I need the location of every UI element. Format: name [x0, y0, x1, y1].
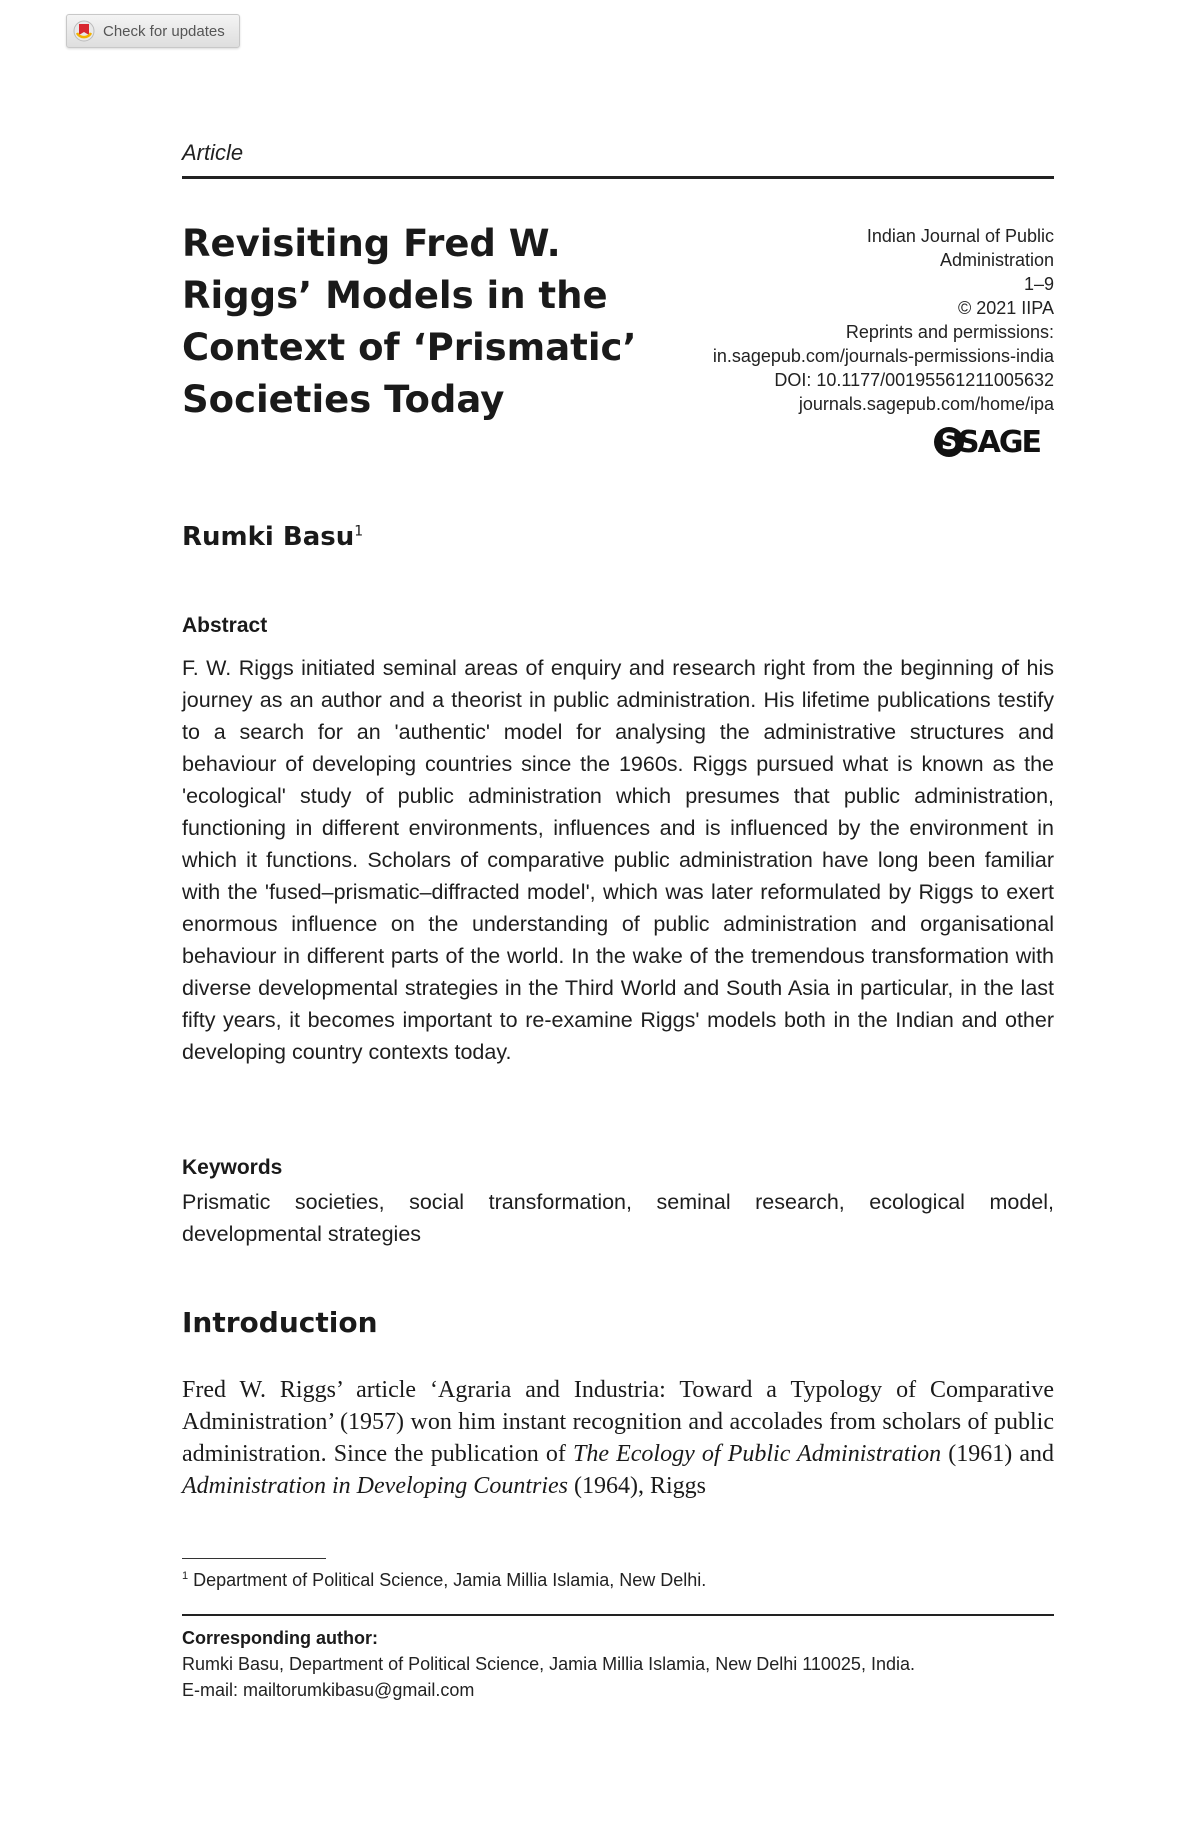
keywords-heading: Keywords: [182, 1156, 283, 1179]
abstract-text: F. W. Riggs initiated seminal areas of enquiry and research right from the beginning of his journey as an author and a theorist in public administration. His lifetime publications testify to a search for an 'authentic' model for analysing the administrative structures and behaviour of developing countries since the 1960s. Riggs pursued what is known as the 'ecological' study of public administration which presumes that public administration, functioning in different environments, influences and is influenced by the environment in which it functions. Scholars of comparative public administration have long been familiar with the 'fused–prismatic–diffracted model', which was later reformulated by Riggs to exert enormous influence on the understanding of public administration and organisational behaviour in different parts of the world. In the wake of the tremendous transformation with diverse developmental strategies in the Third World and South Asia in particular, in the last fifty years, it becomes important to re-examine Riggs' models both in the Indian and other developing country contexts today.: [182, 656, 1054, 1064]
copyright: © 2021 IIPA: [958, 298, 1054, 318]
footnote: [182, 1570, 706, 1591]
intro-book-title-1: The Ecology of Public Administration: [572, 1441, 942, 1467]
sage-logo-mark: S: [934, 427, 964, 457]
corresponding-address: Rumki Basu, Department of Political Science, Jamia Millia Islamia, New Delhi 110025, India.: [182, 1654, 915, 1674]
footnote-rule: [182, 1558, 326, 1559]
author-name: [182, 522, 363, 552]
header-rule: [182, 176, 1054, 179]
corresponding-rule: [182, 1614, 1054, 1616]
article-type-label: Article: [182, 140, 244, 165]
journal-name-line1: Indian Journal of Public: [866, 226, 1054, 246]
author-name-text: Rumki Basu: [182, 522, 355, 552]
corresponding-heading: Corresponding author:: [182, 1628, 378, 1648]
introduction-text: [182, 1374, 1054, 1502]
sage-logo-text: SAGE: [958, 424, 1040, 460]
crossmark-icon: [73, 20, 95, 42]
permissions-link[interactable]: in.sagepub.com/journals-permissions-india: [712, 346, 1054, 366]
corresponding-email[interactable]: E-mail: mailtorumkibasu@gmail.com: [182, 1680, 475, 1700]
abstract-heading: Abstract: [182, 614, 268, 637]
page-range: 1–9: [1023, 274, 1054, 294]
doi[interactable]: DOI: 10.1177/00195561211005632: [774, 370, 1054, 390]
footnote-mark: 1: [182, 1570, 189, 1582]
footnote-text: Department of Political Science, Jamia Millia Islamia, New Delhi.: [188, 1570, 707, 1590]
journal-name-line2: Administration: [939, 250, 1054, 270]
article-title: Revisiting Fred W. Riggs’ Models in the Context of ‘Prismatic’ Societies Today: [182, 222, 637, 421]
intro-text-part1: Fred W. Riggs’ article ‘Agraria and Industria: Toward a Typology of Comparative Administration’ (1957) won him instant recognition and accolades from scholars of public administration. Since the publication of: [182, 1377, 1054, 1467]
journal-meta: [630, 224, 1054, 416]
check-for-updates-label: Check for updates: [103, 22, 225, 40]
introduction-heading: Introduction: [182, 1306, 378, 1339]
intro-book-title-2: Administration in Developing Countries: [182, 1473, 568, 1499]
author-affiliation-mark: 1: [354, 523, 364, 540]
reprints-label: Reprints and permissions:: [845, 322, 1054, 342]
sage-logo: [934, 424, 1040, 460]
intro-text-part3: (1964), Riggs: [567, 1473, 706, 1499]
keywords-text: Prismatic societies, social transformation, seminal research, ecological model, developmental strategies: [182, 1190, 1054, 1246]
journal-link[interactable]: journals.sagepub.com/home/ipa: [798, 394, 1054, 414]
check-for-updates-button[interactable]: [66, 14, 240, 48]
intro-text-part2: (1961) and: [941, 1441, 1054, 1467]
